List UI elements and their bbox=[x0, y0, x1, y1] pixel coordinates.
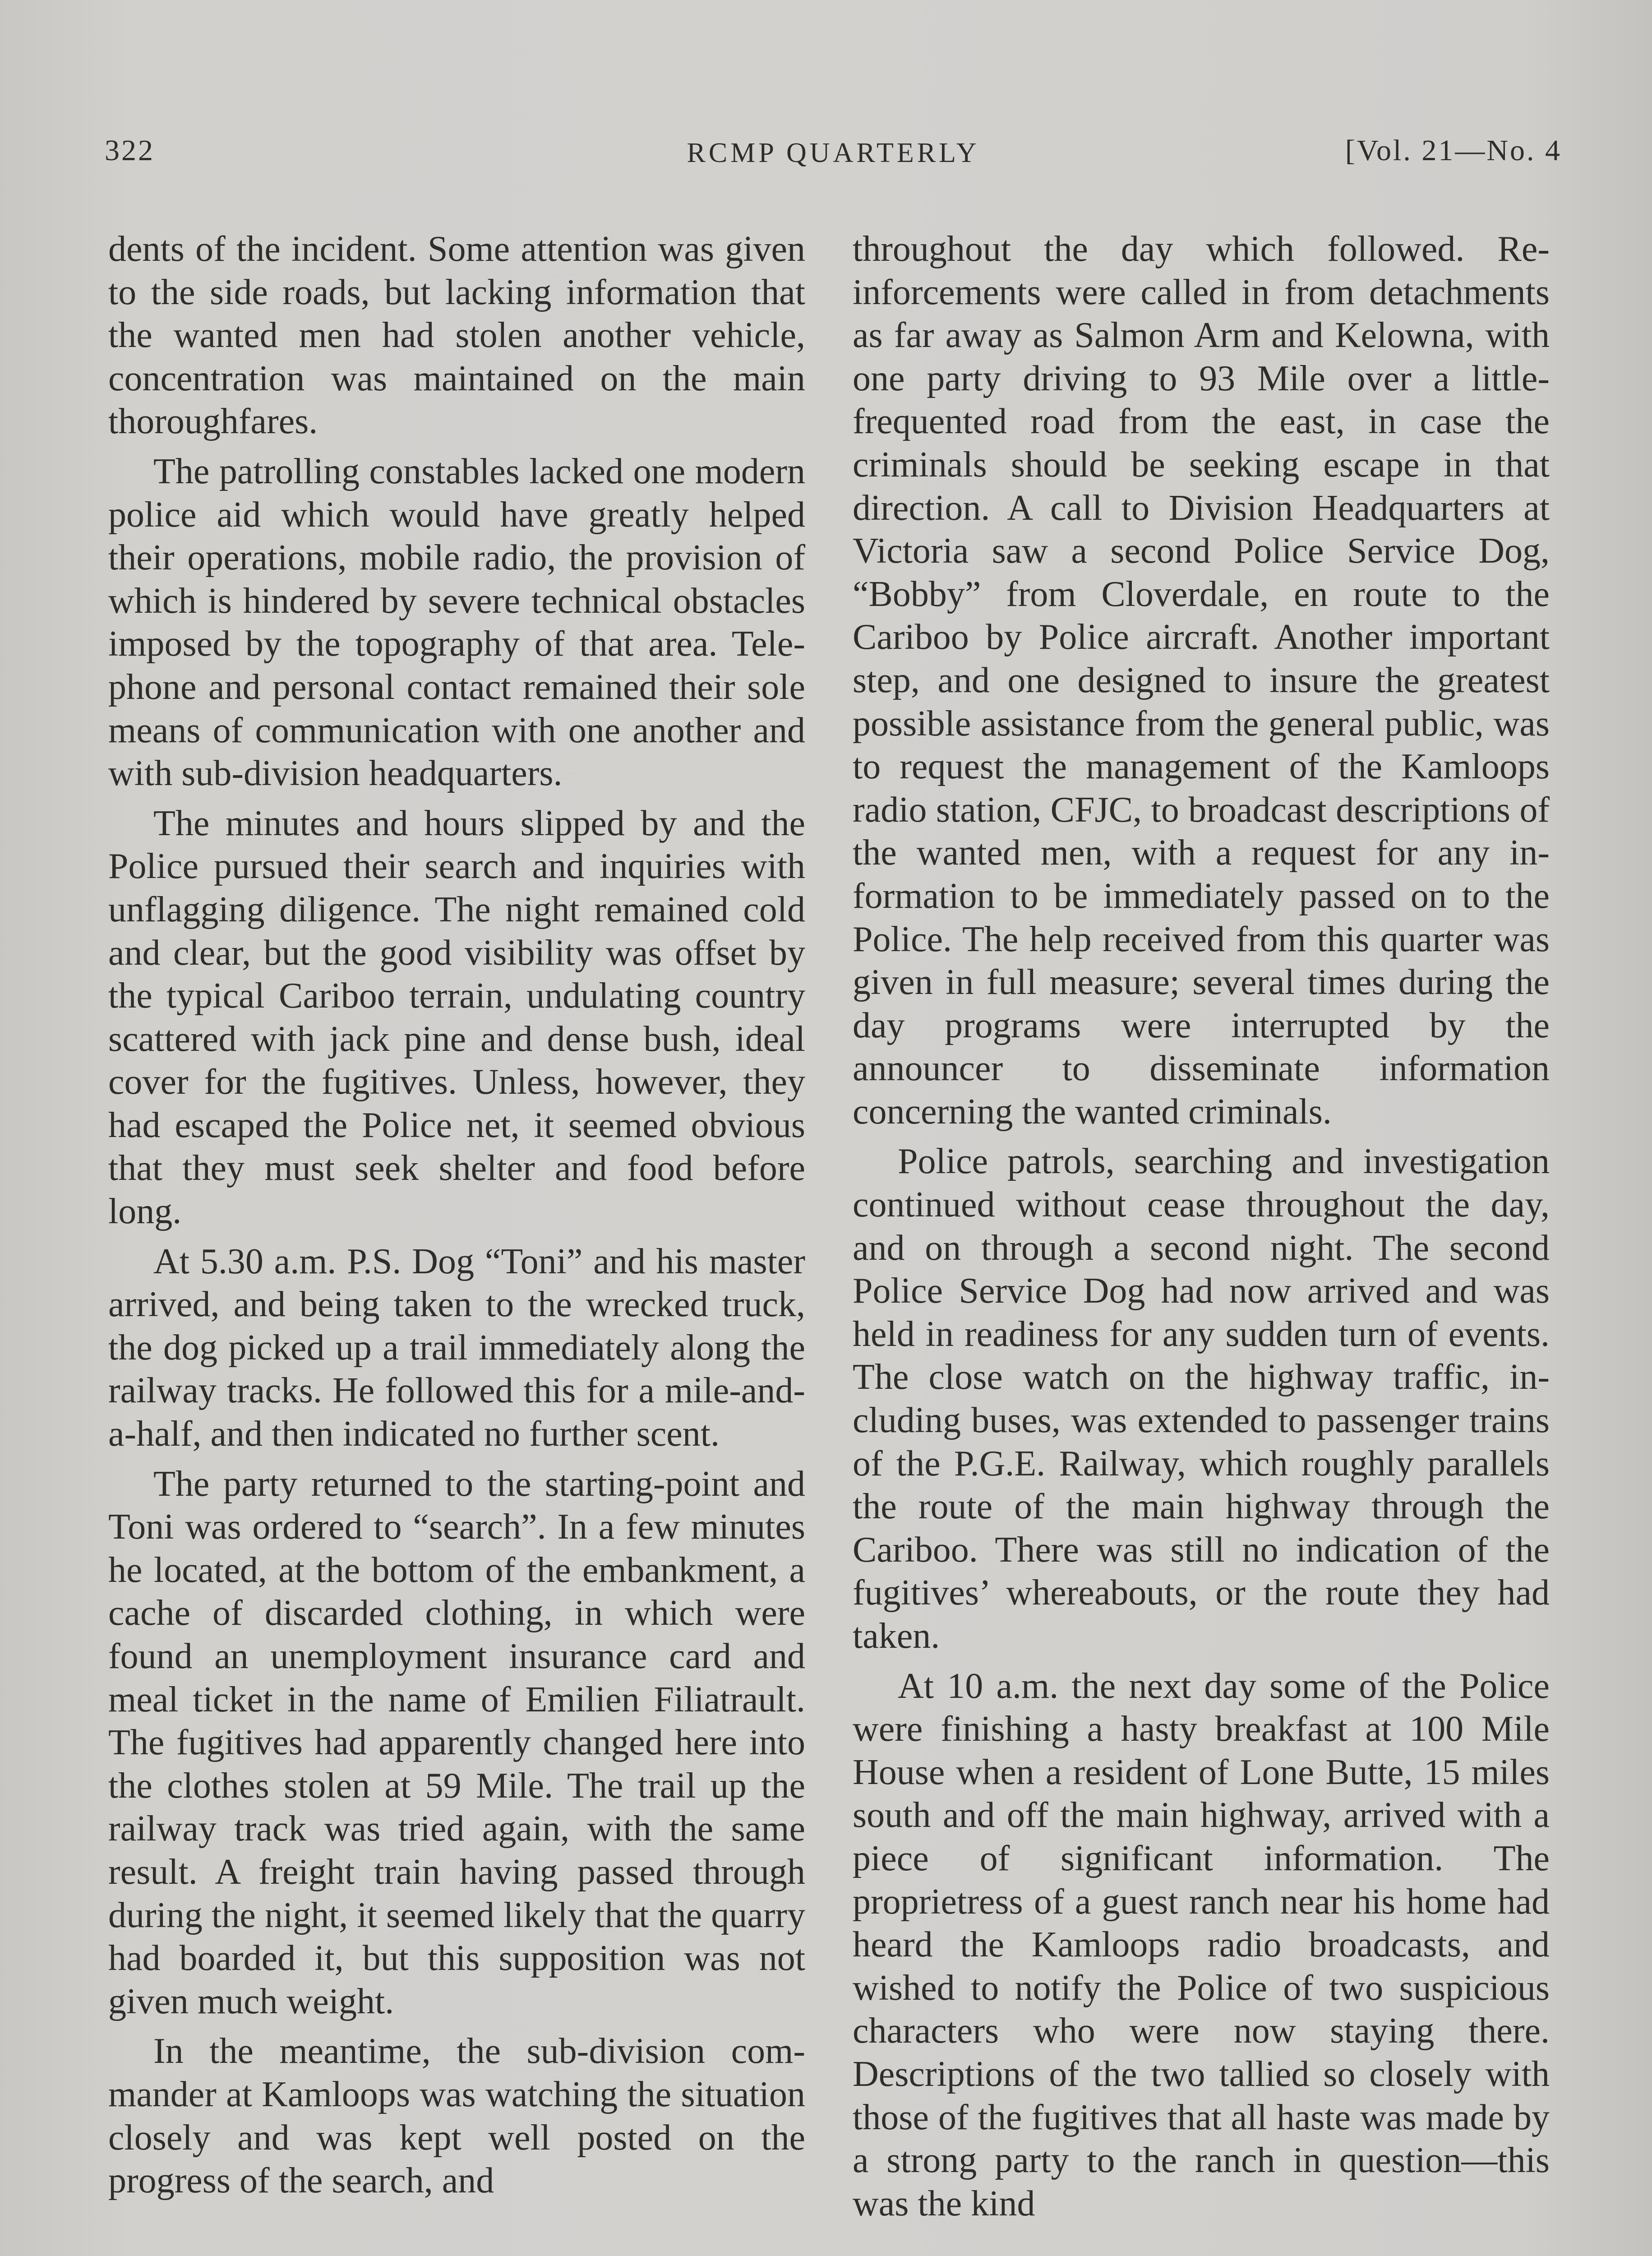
paragraph: The minutes and hours slipped by and the Police pursued their search and inquiries with unflagging diligence. The night remained cold and clear, but the good visibility was offset by the typical Cariboo terrain, undulating country scattered with jack pine and dense bush, ideal cover for the fugitives. Unless, however, they had escaped the Police net, it seemed obvious that they must seek shelter and food before long. bbox=[108, 803, 805, 1232]
paragraph: Police patrols, searching and investigation continued without cease throughout the day, and on through a second night. The second Police Service Dog had now arrived and was held in readiness for any sudden turn of events. The close watch on the highway traffic, including buses, was extended to passenger trains of the P.G.E. Railway, which roughly parallels the route of the main highway through the Cariboo. There was still no indication of the fugitives’ whereabouts, or the route they had taken. bbox=[853, 1142, 1550, 1656]
right-column bbox=[853, 228, 1550, 2225]
page-header bbox=[105, 134, 1562, 183]
paragraph: The patrolling constables lacked one modern police aid which would have greatly helped their operations, mobile radio, the provision of which is hindered by severe technical obstacles imposed by the topography of that area. Telephone and personal contact remained their sole means of communication with one another and with sub-division headquarters. bbox=[108, 451, 805, 794]
left-column bbox=[108, 228, 805, 2203]
issue-label: [Vol. 21—No. 4 bbox=[1345, 134, 1562, 167]
paragraph: At 10 a.m. the next day some of the Police were finishing a hasty breakfast at 100 Mile House when a resident of Lone Butte, 15 miles south and off the main highway, arrived with a piece of significant information. The proprietress of a guest ranch near his home had heard the Kamloops radio broadcasts, and wished to notify the Police of two suspicious characters who were now staying there. Descriptions of the two tallied so closely with those of the fugitives that all haste was made by a strong party to the ranch in question—this was the kind bbox=[853, 1666, 1550, 2224]
paragraph: throughout the day which followed. Reinforcements were called in from detachments as far away as Salmon Arm and Kelowna, with one party driving to 93 Mile over a little-frequented road from the east, in case the criminals should be seeking escape in that direction. A call to Division Headquarters at Victoria saw a second Police Service Dog, “Bobby” from Cloverdale, en route to the Cariboo by Police aircraft. Another important step, and one designed to insure the greatest possible assistance from the general public, was to request the management of the Kamloops radio station, CFJC, to broadcast descriptions of the wanted men, with a request for any information to be immediately passed on to the Police. The help received from this quarter was given in full measure; several times during the day programs were interrupted by the announcer to disseminate information concerning the wanted criminals. bbox=[853, 229, 1550, 1132]
paragraph: At 5.30 a.m. P.S. Dog “Toni” and his master arrived, and being taken to the wrecked truck, the dog picked up a trail immediately along the railway tracks. He followed this for a mile-and-a-half, and then indicated no further scent. bbox=[108, 1241, 805, 1454]
running-title: RCMP QUARTERLY bbox=[687, 138, 980, 168]
paragraph: dents of the incident. Some attention was given to the side roads, but lacking information that the wanted men had stolen another vehicle, concentration was maintained on the main thoroughfares. bbox=[108, 229, 805, 442]
page-number: 322 bbox=[105, 134, 155, 167]
paragraph: The party returned to the starting-point and Toni was ordered to “search”. In a few minutes he located, at the bottom of the embankment, a cache of discarded clothing, in which were found an unemployment insurance card and meal ticket in the name of Emilien Filiatrault. The fugitives had apparently changed here into the clothes stolen at 59 Mile. The trail up the railway track was tried again, with the same result. A freight train having passed through during the night, it seemed likely that the quarry had boarded it, but this supposition was not given much weight. bbox=[108, 1464, 805, 2021]
paragraph: In the meantime, the sub-division commander at Kamloops was watching the situation closely and was kept well posted on the progress of the search, and bbox=[108, 2031, 805, 2201]
